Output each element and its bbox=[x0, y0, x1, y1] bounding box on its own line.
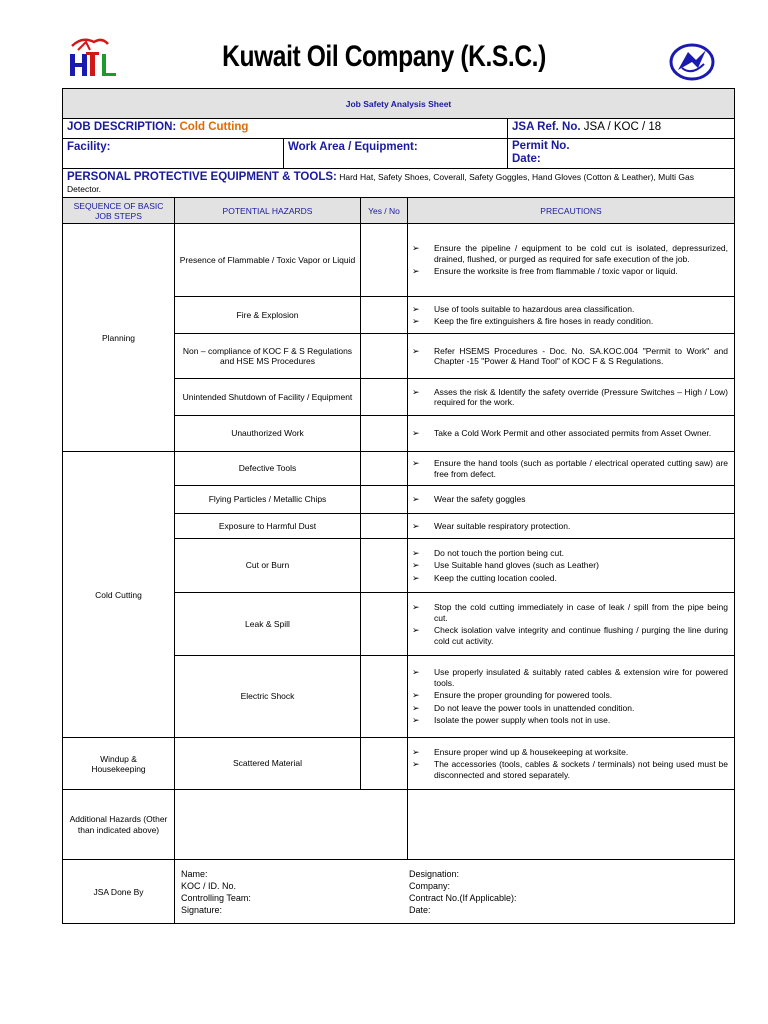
arrow-bullet-icon: ➢ bbox=[412, 667, 420, 678]
contract-no-field[interactable]: Contract No.(If Applicable): bbox=[409, 892, 517, 903]
arrow-bullet-icon: ➢ bbox=[412, 345, 420, 356]
hazard-cell: Unintended Shutdown of Facility / Equipment bbox=[175, 379, 361, 416]
precautions-cell: ➢ Wear suitable respiratory protection. bbox=[408, 514, 735, 539]
precautions-cell: ➢ Wear the safety goggles bbox=[408, 486, 735, 514]
hazard-cell: Exposure to Harmful Dust bbox=[175, 514, 361, 539]
arrow-bullet-icon: ➢ bbox=[412, 702, 420, 713]
date-field[interactable]: Date: bbox=[409, 904, 431, 915]
hazard-cell: Presence of Flammable / Toxic Vapor or Liquid bbox=[175, 224, 361, 297]
arrow-bullet-icon: ➢ bbox=[412, 547, 420, 558]
jsa-done-by-label: JSA Done By bbox=[63, 860, 175, 924]
hazard-cell: Non – compliance of KOC F & S Regulations and HSE MS Procedures bbox=[175, 334, 361, 379]
arrow-bullet-icon: ➢ bbox=[412, 602, 420, 612]
arrow-bullet-icon: ➢ bbox=[412, 303, 420, 314]
table-row bbox=[63, 790, 735, 860]
koc-id-field[interactable]: KOC / ID. No. bbox=[181, 880, 237, 891]
jsa-done-by-fields bbox=[175, 860, 735, 924]
jsa-ref-value: JSA / KOC / 18 bbox=[580, 121, 662, 133]
precautions-cell: ➢ Use of tools suitable to hazardous area classification. ➢ Keep the fire extinguishers & fire hoses in ready condition. bbox=[408, 297, 735, 334]
hazard-cell: Leak & Spill bbox=[175, 593, 361, 656]
yes-no-cell[interactable] bbox=[361, 593, 408, 656]
yes-no-cell[interactable] bbox=[361, 334, 408, 379]
yes-no-cell[interactable] bbox=[361, 656, 408, 738]
precautions-cell: ➢ Ensure the hand tools (such as portable / electrical operated cutting saw) are free from defect. bbox=[408, 452, 735, 486]
permit-cell bbox=[508, 139, 734, 168]
arrow-bullet-icon: ➢ bbox=[412, 243, 420, 254]
step-windup: Windup & Housekeeping bbox=[63, 738, 175, 790]
jsa-table bbox=[62, 88, 735, 924]
yes-no-cell[interactable] bbox=[361, 486, 408, 514]
arrow-bullet-icon: ➢ bbox=[412, 520, 420, 531]
table-row bbox=[63, 860, 735, 924]
precautions-cell: ➢ Do not touch the portion being cut. ➢ Use Suitable hand gloves (such as Leather) ➢ Keep the cutting location cooled. bbox=[408, 539, 735, 593]
arrow-bullet-icon: ➢ bbox=[412, 316, 420, 326]
yes-no-cell[interactable] bbox=[361, 379, 408, 416]
arrow-bullet-icon: ➢ bbox=[412, 428, 420, 439]
job-description-label: JOB DESCRIPTION: bbox=[67, 121, 177, 133]
yes-no-cell[interactable] bbox=[361, 297, 408, 334]
arrow-bullet-icon: ➢ bbox=[412, 690, 420, 701]
facility-label: Facility: bbox=[67, 141, 111, 153]
arrow-bullet-icon: ➢ bbox=[412, 560, 420, 571]
arrow-bullet-icon: ➢ bbox=[412, 715, 420, 726]
arrow-bullet-icon: ➢ bbox=[412, 625, 420, 635]
hazard-cell: Flying Particles / Metallic Chips bbox=[175, 486, 361, 514]
arrow-bullet-icon: ➢ bbox=[412, 572, 420, 583]
column-precautions: PRECAUTIONS bbox=[408, 198, 735, 224]
signature-field[interactable]: Signature: bbox=[181, 904, 223, 915]
company-field[interactable]: Company: bbox=[409, 880, 451, 891]
precautions-cell: ➢ Ensure proper wind up & housekeeping at worksite. ➢ The accessories (tools, cables & sockets / terminals) not being used must be disconnected and stored separately. bbox=[408, 738, 735, 790]
precautions-cell: ➢ Ensure the pipeline / equipment to be cold cut is isolated, depressurized, drained, flushed, or purged as required for safe execution of the job. ➢ Ensure the worksite is free from flammable / toxic vapor or liquid. bbox=[408, 224, 735, 297]
yes-no-cell[interactable] bbox=[361, 514, 408, 539]
arrow-bullet-icon: ➢ bbox=[412, 759, 420, 770]
arrow-bullet-icon: ➢ bbox=[412, 458, 420, 468]
yes-no-cell[interactable] bbox=[361, 416, 408, 452]
designation-field[interactable]: Designation: bbox=[409, 868, 460, 879]
table-row bbox=[63, 738, 735, 790]
sheet-title: Job Safety Analysis Sheet bbox=[63, 89, 735, 119]
controlling-team-field[interactable]: Controlling Team: bbox=[181, 892, 251, 903]
work-area-label: Work Area / Equipment: bbox=[288, 141, 418, 153]
column-sequence: SEQUENCE OF BASIC JOB STEPS bbox=[63, 198, 175, 224]
precautions-cell: ➢ Take a Cold Work Permit and other associated permits from Asset Owner. bbox=[408, 416, 735, 452]
ppe-label: PERSONAL PROTECTIVE EQUIPMENT & TOOLS: bbox=[67, 171, 337, 183]
column-hazards: POTENTIAL HAZARDS bbox=[175, 198, 361, 224]
hazard-cell: Electric Shock bbox=[175, 656, 361, 738]
yes-no-cell[interactable] bbox=[361, 224, 408, 297]
page-header bbox=[0, 0, 768, 86]
hazard-cell: Fire & Explosion bbox=[175, 297, 361, 334]
work-area-cell bbox=[284, 139, 508, 168]
facility-cell bbox=[63, 139, 284, 168]
step-cold-cutting: Cold Cutting bbox=[63, 452, 175, 738]
name-field[interactable]: Name: bbox=[181, 868, 208, 879]
ppe-cell bbox=[63, 169, 735, 198]
precautions-cell: ➢ Refer HSEMS Procedures - Doc. No. SA.KOC.004 "Permit to Work" and Chapter -15 "Power & Hand Tool" of KOC F & S Regulations. bbox=[408, 334, 735, 379]
hazard-cell: Cut or Burn bbox=[175, 539, 361, 593]
hazard-cell: Scattered Material bbox=[175, 738, 361, 790]
yes-no-cell[interactable] bbox=[361, 738, 408, 790]
hazard-cell: Unauthorized Work bbox=[175, 416, 361, 452]
precautions-cell: ➢ Stop the cold cutting immediately in case of leak / spill from the pipe being cut. ➢ Check isolation valve integrity and continue flushing / purging the line during cold cut activity. bbox=[408, 593, 735, 656]
arrow-bullet-icon: ➢ bbox=[412, 386, 420, 397]
hazard-cell: Defective Tools bbox=[175, 452, 361, 486]
column-yes-no: Yes / No bbox=[361, 198, 408, 224]
yes-no-cell[interactable] bbox=[361, 539, 408, 593]
additional-precautions-field[interactable] bbox=[408, 790, 735, 860]
precautions-cell: ➢ Use properly insulated & suitably rated cables & extension wire for powered tools. ➢ Ensure the proper grounding for powered tools. ➢ Do not leave the power tools in unattended condition. ➢ Isolate the power supply when tools not in use. bbox=[408, 656, 735, 738]
job-description-value: Cold Cutting bbox=[176, 121, 249, 133]
table-row bbox=[63, 224, 735, 297]
additional-hazards-label: Additional Hazards (Other than indicated above) bbox=[63, 790, 175, 860]
table-row bbox=[63, 452, 735, 486]
arrow-bullet-icon: ➢ bbox=[412, 266, 420, 277]
jsa-ref bbox=[508, 119, 734, 138]
precautions-cell: ➢ Asses the risk & Identify the safety override (Pressure Switches – High / Low) required for the work. bbox=[408, 379, 735, 416]
date-label: Date: bbox=[512, 153, 541, 165]
company-name: Kuwait Oil Company (K.S.C.) bbox=[222, 40, 546, 73]
arrow-bullet-icon: ➢ bbox=[412, 746, 420, 757]
yes-no-cell[interactable] bbox=[361, 452, 408, 486]
step-planning: Planning bbox=[63, 224, 175, 452]
arrow-bullet-icon: ➢ bbox=[412, 494, 420, 505]
jsa-ref-label: JSA Ref. No. bbox=[512, 121, 581, 133]
permit-label: Permit No. bbox=[512, 140, 570, 152]
koc-emblem-icon bbox=[668, 42, 716, 82]
additional-hazards-field[interactable] bbox=[175, 790, 408, 860]
ppe-value: Hard Hat, Safety Shoes, Coverall, Safety Goggles, Hand Gloves (Cotton & Leather), Multi Gas Detector. bbox=[67, 172, 695, 194]
job-description bbox=[63, 119, 508, 138]
